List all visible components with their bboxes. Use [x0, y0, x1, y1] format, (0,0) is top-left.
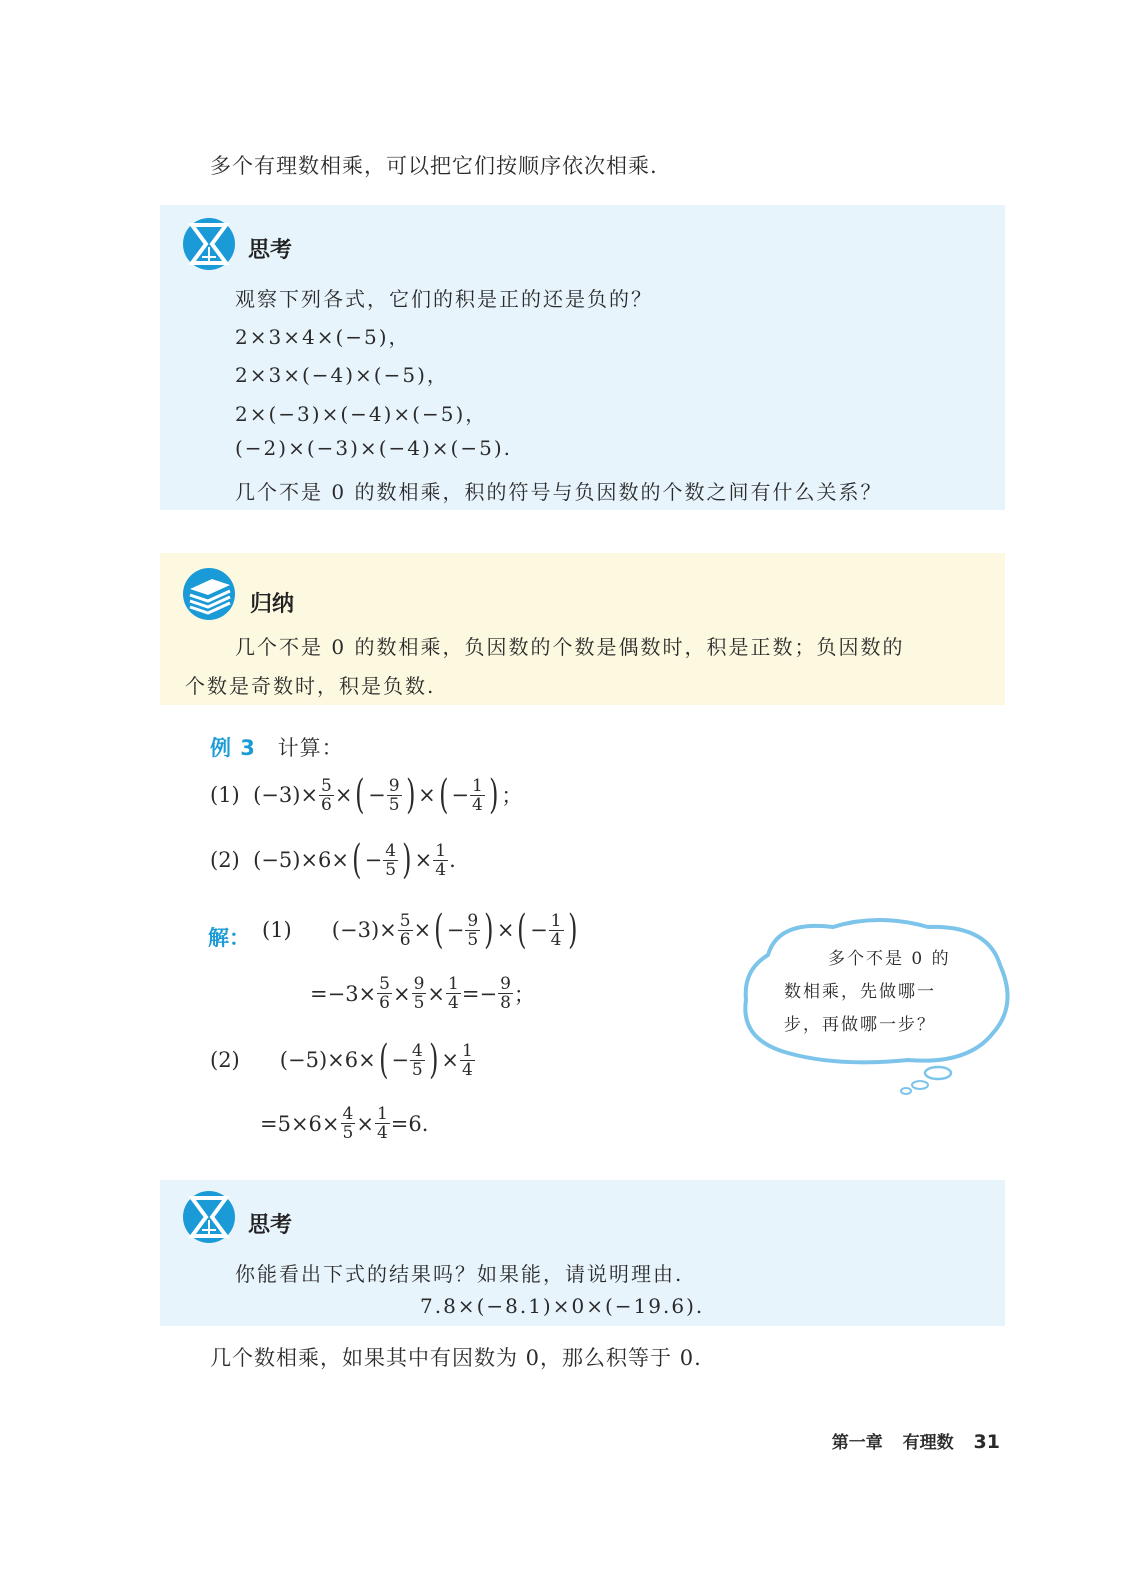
bubble-text: 步，再做哪一步？: [784, 1015, 936, 1035]
fraction: [377, 975, 392, 1012]
denominator: 4: [376, 1123, 388, 1143]
fraction: [319, 777, 334, 814]
solution-2-step-1: [210, 1037, 476, 1083]
math-paren: (: [517, 907, 527, 953]
math-paren: ): [402, 837, 412, 883]
example-title: 计算：: [277, 736, 344, 760]
numerator: 1: [448, 974, 459, 994]
bubble-text: 多个不是 0 的: [828, 949, 951, 969]
denominator: 5: [413, 993, 425, 1013]
denominator: 4: [550, 929, 562, 950]
fraction: [383, 842, 398, 879]
footer-chapter: 第一章: [831, 1433, 883, 1453]
summary-title: 归纳: [250, 592, 295, 617]
page-number: 31: [973, 1431, 1000, 1453]
math-text: ×: [334, 783, 353, 807]
numerator: 1: [376, 1104, 388, 1124]
math-paren: (: [378, 1037, 389, 1083]
denominator: 4: [448, 993, 459, 1013]
summary-box: [160, 553, 1005, 705]
example-heading: [210, 732, 344, 762]
math-paren: (: [438, 772, 449, 818]
think-expression: 7.8×(−8.1)×0×(−19.6).: [420, 1294, 705, 1318]
math-text: −: [451, 783, 469, 807]
math-text: ×: [392, 981, 411, 1006]
math-paren: ): [405, 772, 416, 818]
math-text: −: [530, 918, 548, 942]
math-text: =5×6×: [260, 1111, 340, 1136]
fraction: [433, 842, 448, 879]
math-text: (1) (−3)×: [210, 783, 319, 807]
math-text: −: [391, 1048, 409, 1072]
solution-label: 解：: [208, 926, 250, 950]
denominator: 8: [500, 993, 511, 1013]
numerator: 9: [388, 775, 400, 796]
solution-1-step-1: [262, 907, 580, 953]
numerator: 5: [321, 775, 332, 796]
denominator: 5: [385, 859, 397, 880]
intro-text: 多个有理数相乘，可以把它们按顺序依次相乘.: [210, 154, 658, 178]
denominator: 6: [399, 929, 411, 950]
math-paren: (: [355, 772, 365, 818]
denominator: 5: [388, 794, 400, 815]
math-paren: ): [488, 772, 499, 818]
math-text: −: [368, 783, 386, 807]
think-expression: (−2)×(−3)×(−4)×(−5).: [235, 436, 512, 460]
numerator: 1: [435, 840, 447, 861]
think-title: 思考: [248, 1213, 293, 1238]
math-text: (1) (−3)×: [262, 918, 397, 942]
math-text: ×: [418, 783, 436, 807]
denominator: 4: [461, 1059, 473, 1080]
example-label: 例 3: [210, 736, 256, 760]
numerator: 4: [342, 1104, 354, 1124]
think-expression: 2×3×(−4)×(−5)，: [235, 363, 449, 387]
fraction: [341, 1105, 356, 1142]
think-box-2: [160, 1180, 1005, 1326]
fraction: [465, 912, 480, 949]
denominator: 5: [342, 1123, 354, 1143]
think-expression: 2×(−3)×(−4)×(−5)，: [235, 402, 488, 426]
think-title: 思考: [248, 238, 293, 263]
math-text: ×: [496, 918, 515, 942]
fraction: [375, 1105, 390, 1142]
question-1: [210, 772, 523, 818]
think-question: 你能看出下式的结果吗？如果能，请说明理由.: [235, 1262, 684, 1286]
summary-text: 个数是奇数时，积是负数.: [185, 674, 436, 698]
fraction: [410, 1042, 425, 1079]
math-text: =6.: [390, 1111, 429, 1136]
math-text: −: [446, 918, 465, 942]
math-text: ×: [356, 1111, 374, 1136]
question-2: [210, 837, 456, 883]
denominator: 5: [467, 929, 479, 950]
math-text: =−3×: [310, 981, 377, 1006]
math-text: (2) (−5)×6×: [210, 1048, 376, 1072]
think-icon: [182, 217, 236, 271]
math-paren: ): [567, 907, 577, 953]
solution-2-step-2: [260, 1105, 428, 1142]
math-text: ×: [413, 918, 432, 942]
denominator: 6: [379, 993, 390, 1013]
fraction: [549, 912, 564, 949]
numerator: 4: [385, 840, 397, 861]
fraction: [470, 777, 485, 814]
solution-1-step-2: [310, 975, 535, 1012]
conclusion-text: 几个数相乘，如果其中有因数为 0，那么积等于 0.: [210, 1346, 702, 1370]
numerator: 5: [399, 910, 411, 931]
fraction: [412, 975, 427, 1012]
fraction: [498, 975, 513, 1012]
fraction: [446, 975, 461, 1012]
math-paren: (: [434, 907, 444, 953]
page-footer: [832, 1428, 1000, 1453]
math-text: ；: [501, 784, 523, 808]
think-expression: 2×3×4×(−5)，: [235, 325, 411, 349]
summary-text: 几个不是 0 的数相乘，负因数的个数是偶数时，积是正数；负因数的: [235, 635, 905, 659]
numerator: 4: [411, 1040, 423, 1061]
footer-section: 有理数: [902, 1433, 954, 1453]
math-paren: (: [352, 837, 362, 883]
math-text: (2) (−5)×6×: [210, 848, 349, 872]
think-question: 几个不是 0 的数相乘，积的符号与负因数的个数之间有什么关系？: [235, 480, 883, 504]
bubble-text: 数相乘，先做哪一: [784, 982, 936, 1002]
math-text: .: [449, 848, 456, 872]
numerator: 1: [461, 1040, 473, 1061]
think-icon: [182, 1190, 236, 1244]
math-paren: ): [484, 907, 494, 953]
thought-bubble-icon: [738, 915, 1013, 1095]
think-question: 观察下列各式，它们的积是正的还是负的？: [235, 287, 653, 311]
denominator: 4: [471, 794, 483, 815]
denominator: 5: [411, 1059, 423, 1080]
numerator: 1: [471, 775, 483, 796]
math-text: ×: [414, 848, 433, 872]
fraction: [387, 777, 402, 814]
math-text: =−: [461, 981, 498, 1006]
denominator: 6: [321, 794, 332, 815]
numerator: 5: [379, 974, 390, 994]
think-box-1: [160, 205, 1005, 510]
numerator: 9: [467, 910, 479, 931]
numerator: 9: [500, 974, 511, 994]
numerator: 1: [550, 910, 562, 931]
math-text: ×: [427, 981, 446, 1006]
book-stack-icon: [182, 567, 236, 621]
fraction: [398, 912, 413, 949]
math-paren: ): [428, 1037, 439, 1083]
numerator: 9: [413, 974, 425, 994]
math-text: ；: [513, 982, 535, 1007]
fraction: [460, 1042, 475, 1079]
math-text: −: [364, 848, 383, 872]
math-text: ×: [441, 1048, 459, 1072]
denominator: 4: [435, 859, 447, 880]
